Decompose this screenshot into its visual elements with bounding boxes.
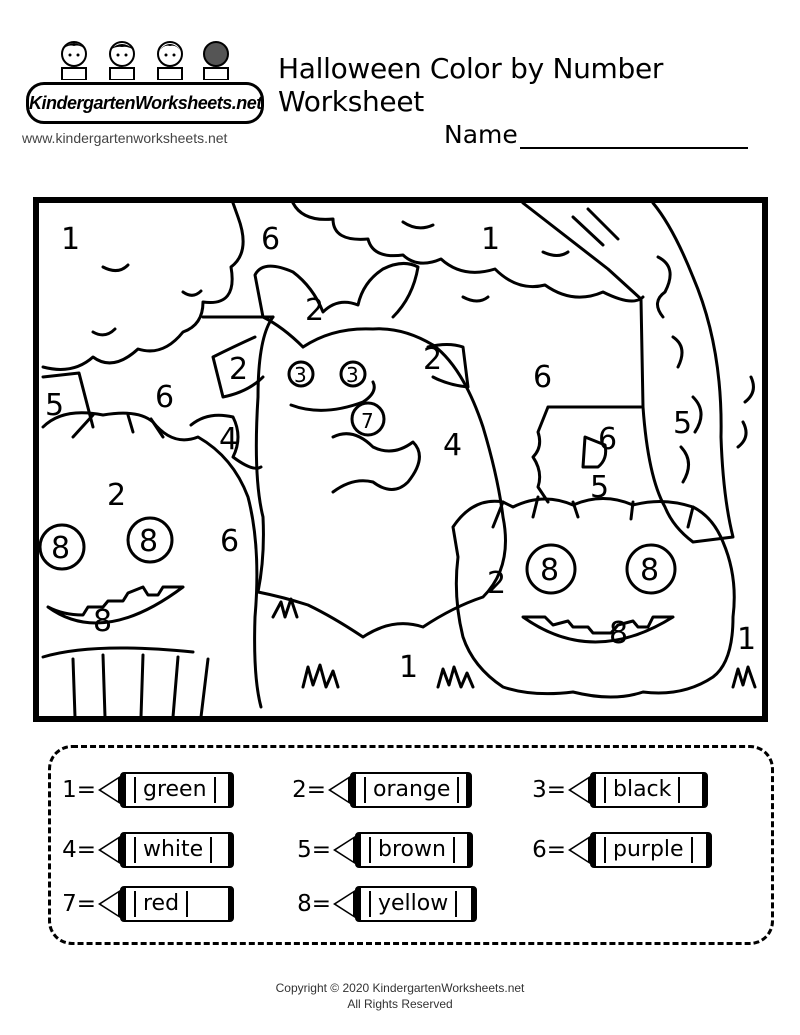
key-number: 3= [532,777,566,803]
key-item [530,770,708,810]
crayon-icon [98,772,234,808]
page-title: Halloween Color by Number Worksheet [278,52,664,118]
region-number: 8 [609,616,629,651]
region-number: 2 [107,478,127,513]
region-number: 3 [346,363,359,387]
region-number: 1 [481,222,501,257]
name-field [444,120,748,149]
name-label: Name [444,120,518,149]
key-number: 2= [292,777,326,803]
key-number: 7= [62,891,96,917]
key-color: green [134,777,216,803]
region-number: 6 [220,524,240,559]
crayon-icon [333,832,473,868]
region-number: 6 [598,422,618,457]
region-number: 6 [533,360,553,395]
region-number: 1 [61,222,81,257]
key-color: black [604,777,680,803]
region-number: 2 [487,566,507,601]
key-color: white [134,837,212,863]
region-number: 1 [737,622,757,657]
kids-illustration-icon [44,38,244,80]
crayon-icon [328,772,472,808]
key-item [530,830,712,870]
picture-frame [36,200,765,719]
key-color: purple [604,837,693,863]
key-color: orange [364,777,459,803]
region-number: 5 [673,406,693,441]
site-logo [22,38,262,150]
key-number: 1= [62,777,96,803]
region-number: 8 [540,553,560,588]
region-number: 8 [139,524,159,559]
region-number: 7 [361,409,374,433]
key-number: 5= [297,837,331,863]
region-number: 5 [45,388,65,423]
key-number: 6= [532,837,566,863]
copyright-text: Copyright © 2020 KindergartenWorksheets.net [275,981,525,995]
region-number: 5 [590,470,610,505]
rights-text: All Rights Reserved [347,997,453,1011]
region-number: 4 [443,428,463,463]
key-item [290,770,472,810]
key-color: yellow [369,891,457,917]
key-number: 4= [62,837,96,863]
key-item [295,830,473,870]
region-number: 8 [640,553,660,588]
region-number: 8 [93,604,113,639]
region-number: 1 [399,650,419,685]
key-item [60,770,234,810]
coloring-picture [33,197,768,722]
key-item [60,884,234,924]
region-number: 6 [261,222,281,257]
key-color: red [134,891,188,917]
logo-banner[interactable]: KindergartenWorksheets.net [26,82,264,124]
copyright-footer [0,980,800,1012]
region-number: 2 [423,342,443,377]
crayon-icon [98,886,234,922]
region-number: 6 [155,380,175,415]
key-item [295,884,477,924]
crayon-icon [333,886,477,922]
key-item [60,830,234,870]
region-number: 2 [229,352,249,387]
region-number: 2 [305,293,325,328]
crayon-icon [98,832,234,868]
region-number: 4 [219,422,239,457]
crayon-icon [568,832,712,868]
region-number: 8 [51,531,71,566]
name-blank-line[interactable] [520,125,748,149]
key-color: brown [369,837,455,863]
key-number: 8= [297,891,331,917]
crayon-icon [568,772,708,808]
site-url[interactable]: www.kindergartenworksheets.net [22,130,228,146]
region-number: 3 [294,363,307,387]
